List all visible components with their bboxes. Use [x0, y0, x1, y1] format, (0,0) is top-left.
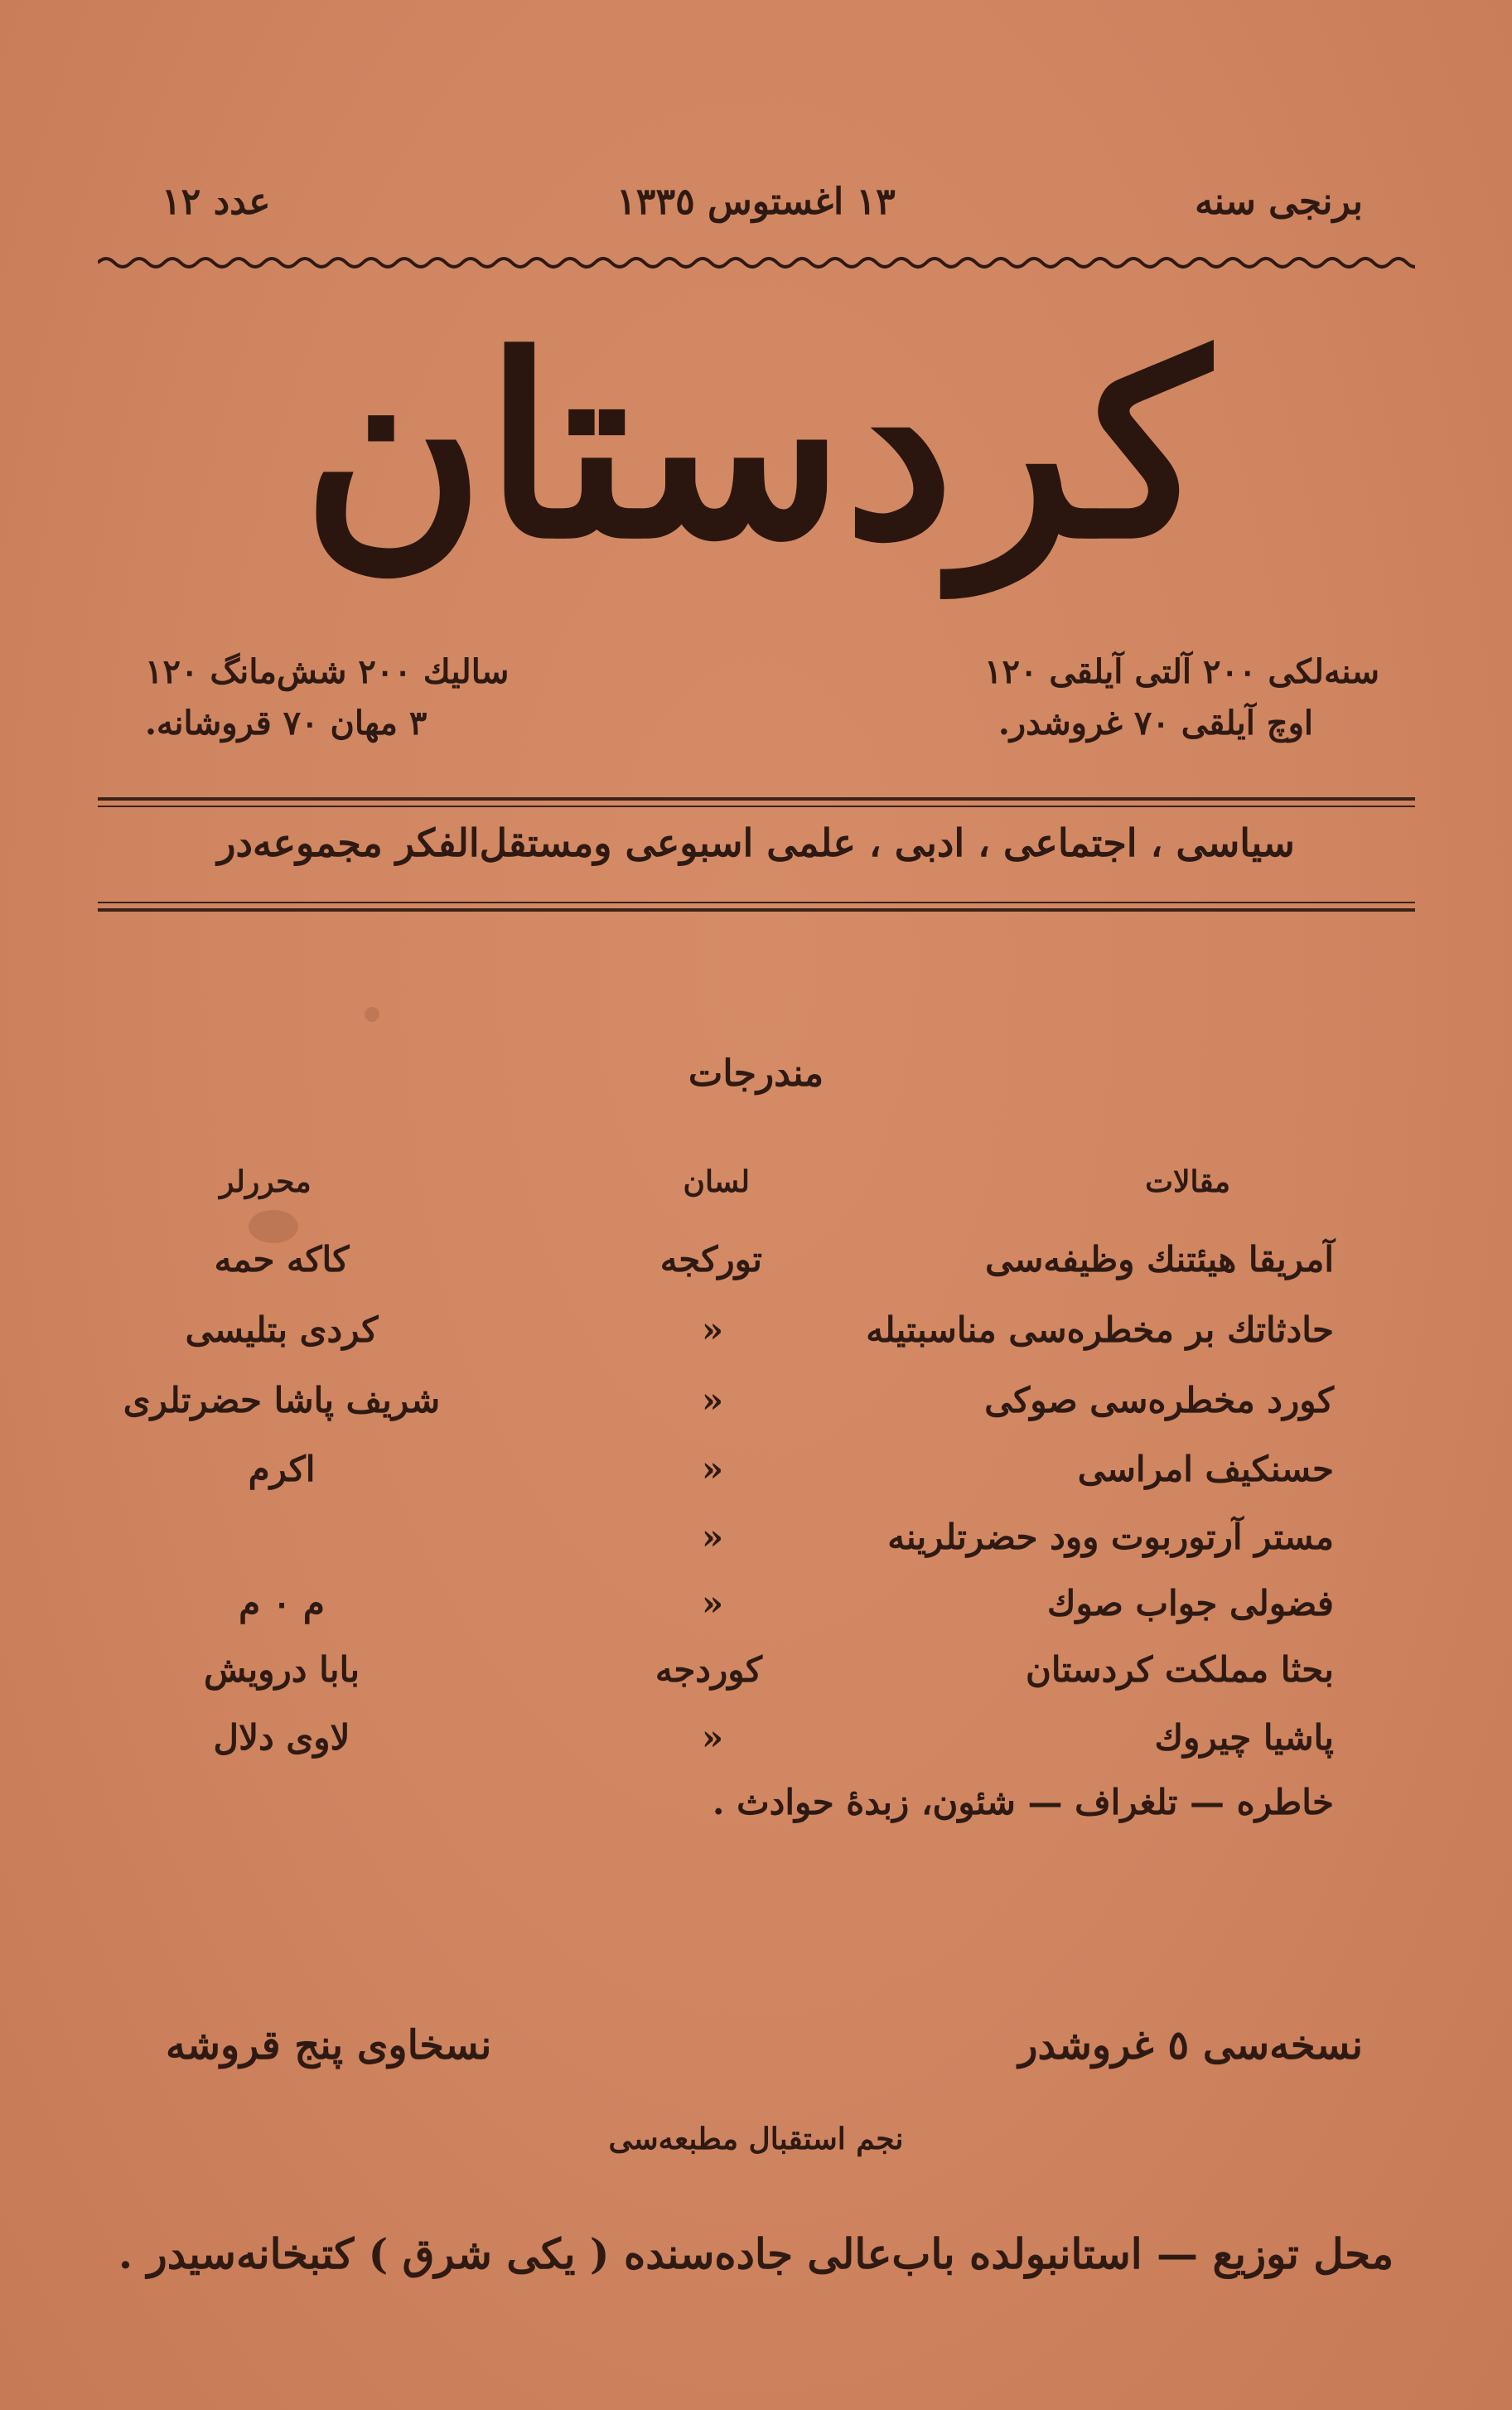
- article-title: ﻓﻀﻮﻟﻰ ﺟﻮاب ﺻﻮك: [1046, 1583, 1334, 1624]
- paper-stain: [365, 1007, 379, 1022]
- contents-row: [0, 1782, 1512, 1848]
- article-language: «: [701, 1717, 724, 1758]
- subscription-right-line1: ﺳﻨﻪﻟﻜﻰ ٢٠٠ آﻟﺘﻰ آﻳﻠﻘﻰ ١٢٠: [983, 652, 1379, 691]
- article-language: «: [701, 1380, 724, 1420]
- article-author: ﺷﺮﻳﻒ ﭘﺎﺷﺎ ﺣﻀﺮﺗﻠﺮى: [123, 1380, 441, 1420]
- contents-row: [0, 1517, 1512, 1583]
- article-title: ﺣﺎدﺛﺎﺗﻚ ﺑﺮ ﻣﺨﻄﺮه‌ﺳﻰ ﻣﻨﺎﺳﺒﺘﻴﻠﻪ: [866, 1309, 1334, 1350]
- bottom-rule: [98, 908, 1415, 912]
- contents-row: [0, 1449, 1512, 1515]
- contents-row: [0, 1380, 1512, 1446]
- copy-price-left: ﻧﺴﺨﺎوى ﭘﻨﺞ ﻗﺮوﺷﻪ: [166, 2022, 492, 2069]
- article-title: ﺑﺤﺜﺎ ﻣﻤﻠﻜﺖ ﻛﺮدﺳﺘﺎن: [1025, 1649, 1334, 1690]
- masthead-title: ﻛﺮدﺳﺘﺎن: [302, 301, 1210, 593]
- subscription-right-line2: اوچ آﻳﻠﻘﻰ ٧٠ ﻏﺮوﺷﺪر.: [998, 704, 1313, 743]
- issue-date: ١٣ اﻏﺴﺘﻮس ١٣٣٥: [616, 181, 896, 223]
- contents-row: [0, 1583, 1512, 1649]
- article-language: ﻛﻮردﺟﻪ: [655, 1649, 762, 1690]
- article-author: ﺑﺎﺑﺎ دروﻳﺶ: [203, 1649, 360, 1690]
- article-title: ﭘﺎﺷﻴﺎ ﭼﻴﺮوك: [1154, 1717, 1334, 1758]
- article-title: ﻛﻮرد ﻣﺨﻄﺮه‌ﺳﻰ ﺻﻮﻛﻰ: [984, 1380, 1334, 1420]
- article-title: آﻣﺮﻳﻘﺎ ﻫﻴﺌﺘﻨﻚ وﻇﻴﻔﻪ‌ﺳﻰ: [985, 1239, 1334, 1280]
- wavy-divider: [98, 255, 1415, 270]
- contents-title: ﻣﻨﺪرﺟﺎت: [688, 1053, 824, 1095]
- article-language: ﺗﻮرﻛﺠﻪ: [659, 1239, 762, 1280]
- copy-price-right: ﻧﺴﺨﻪ‌ﺳﻰ ٥ ﻏﺮوﺷﺪر: [1018, 2022, 1363, 2069]
- contents-row: [0, 1717, 1512, 1783]
- article-author: م ٠ م: [239, 1583, 325, 1624]
- article-title: ﺧﺎﻃﺮه — ﺗﻠﻐﺮاف — ﺷﺌﻮن، زﺑﺪۀ ﺣﻮادث .: [712, 1782, 1334, 1822]
- magazine-subtitle: ﺳﻴﺎﺳﻰ ، اﺟﺘﻤﺎﻋﻰ ، ادﺑﻰ ، ﻋﻠﻤﻰ اﺳﺒﻮﻋﻰ وﻣﺴﺘﻘﻞ‌اﻟﻔﻜﺮ ﻣﺠﻤﻮﻋﻪ‌در: [217, 820, 1295, 865]
- article-language: «: [701, 1517, 724, 1557]
- distribution-address: ﻣﺤﻞ ﺗﻮزﻳﻊ — اﺳﺘﺎﻧﺒﻮﻟﺪه ﺑﺎب‌ﻋﺎﻟﻰ ﺟﺎده‌ﺳﻨﺪه ( ﻳﻜﻰ ﺷﺮق ) ﻛﺘﺒﺨﺎﻧﻪ‌ﺳﻴﺪر .: [118, 2229, 1394, 2278]
- contents-row: [0, 1649, 1512, 1716]
- header-articles: ﻣﻘﺎﻻت: [1145, 1164, 1230, 1199]
- bottom-rule-thin: [98, 902, 1415, 903]
- contents-row: [0, 1309, 1512, 1376]
- header-authors: ﻣﺤﺮرﻟﺮ: [220, 1164, 312, 1199]
- article-author: ﻻوى دﻻل: [213, 1717, 350, 1758]
- printer-name: ﻧﺠﻢ اﺳﺘﻘﺒﺎل ﻣﻄﺒﻌﻪ‌ﺳﻰ: [608, 2122, 904, 2156]
- top-rule-thin: [98, 806, 1415, 807]
- subscription-left: [145, 646, 509, 749]
- subscription-right: [984, 646, 1379, 749]
- subscription-left-line1: ﺳﺎﻟﻴﻚ ٢٠٠ ﺷﺶ‌ﻣﺎﻧﮓ ١٢٠: [145, 652, 510, 691]
- article-author: ﻛﺎﻛﻪ ﺣﻤﻪ: [214, 1239, 350, 1280]
- article-language: «: [701, 1449, 724, 1489]
- article-author: اﻛﺮم: [248, 1449, 316, 1489]
- article-author: ﻛﺮدى ﺑﺘﻠﻴﺴﻰ: [185, 1309, 379, 1350]
- article-language: «: [701, 1309, 724, 1350]
- article-language: «: [701, 1583, 724, 1624]
- article-title: ﻣﺴﺘﺮ آرﺗﻮرﺑﻮت وود ﺣﻀﺮﺗﻠﺮﻳﻨﻪ: [887, 1517, 1334, 1557]
- subscription-left-line2: ٣ ﻣﻬﺎن ٧٠ ﻗﺮوﺷﺎﻧﻪ.: [145, 704, 428, 743]
- article-title: ﺣﺴﻨﻜﻴﻒ اﻣﺮاﺳﻰ: [1077, 1449, 1334, 1489]
- top-rule: [98, 797, 1415, 801]
- header-language: ﻟﺴﺎن: [683, 1164, 750, 1199]
- contents-row: [0, 1239, 1512, 1305]
- year-label: ﺑﺮﻧﺠﻰ ﺳﻨﻪ: [1195, 181, 1363, 223]
- issue-number: ﻋﺪد ١٢: [162, 181, 271, 223]
- paper-stain: [249, 1210, 298, 1243]
